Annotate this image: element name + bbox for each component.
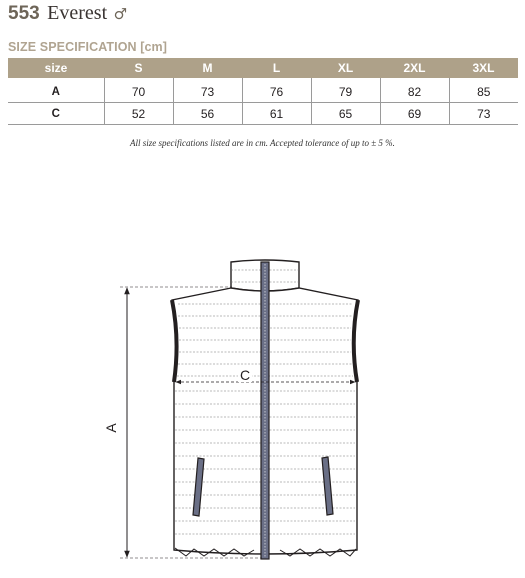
table-cell: 69: [380, 103, 449, 125]
column-header: XL: [311, 58, 380, 78]
row-label: C: [8, 103, 104, 125]
dimension-a-label: A: [103, 423, 119, 433]
column-header: M: [173, 58, 242, 78]
table-cell: 85: [449, 78, 518, 103]
model-name: Everest: [47, 2, 108, 24]
model-number: 553: [8, 3, 40, 24]
table-cell: 70: [104, 78, 173, 103]
column-header: 2XL: [380, 58, 449, 78]
section-title: SIZE SPECIFICATION [cm]: [8, 40, 168, 54]
left-armhole: [172, 300, 177, 382]
tolerance-note: All size specifications listed are in cm. Accepted tolerance of up to ± 5 %.: [130, 138, 395, 148]
male-icon: ♂: [113, 5, 128, 23]
table-cell: 79: [311, 78, 380, 103]
table-cell: 82: [380, 78, 449, 103]
table-cell: 61: [242, 103, 311, 125]
column-header: S: [104, 58, 173, 78]
table-cell: 73: [173, 78, 242, 103]
table-cell: 52: [104, 103, 173, 125]
table-cell: 65: [311, 103, 380, 125]
row-label: A: [8, 78, 104, 103]
table-cell: 73: [449, 103, 518, 125]
column-header: 3XL: [449, 58, 518, 78]
column-header: L: [242, 58, 311, 78]
dimension-c-label: C: [239, 367, 251, 383]
right-armhole: [354, 300, 358, 382]
table-cell: 56: [173, 103, 242, 125]
table-cell: 76: [242, 78, 311, 103]
column-header: size: [8, 58, 104, 78]
